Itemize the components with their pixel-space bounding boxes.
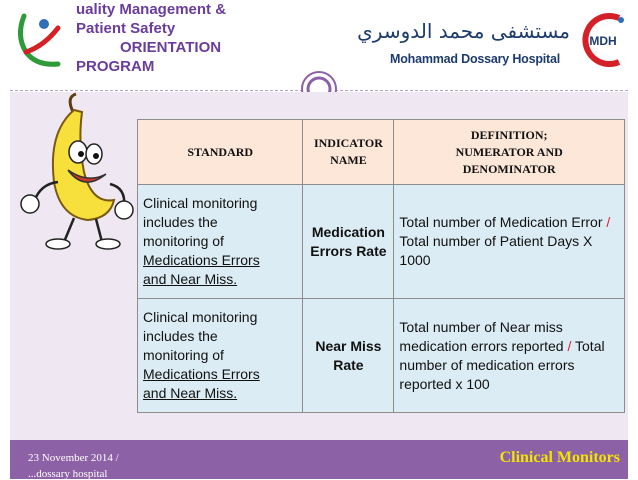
definition-slash: / xyxy=(567,337,572,354)
standard-underlined-line: Medications Errors xyxy=(143,366,260,382)
hospital-arabic-name: مستشفى محمد الدوسري xyxy=(357,19,570,43)
header-indicator-line: INDICATOR xyxy=(313,136,383,150)
indicator-table xyxy=(137,119,625,413)
definition-cell xyxy=(394,299,625,413)
header-indicator-name xyxy=(303,120,394,185)
indicator-line: Rate xyxy=(333,356,364,373)
indicator-cell xyxy=(303,299,394,413)
footer-section-label: Clinical Monitors xyxy=(499,449,620,466)
standard-cell xyxy=(138,185,303,299)
title-line-1: uality Management & xyxy=(76,1,227,18)
standard-line: monitoring of xyxy=(143,233,224,249)
definition-text: Total number of Patient Days X 1000 xyxy=(399,233,593,268)
definition-text: Total number of medication errors reported x 100 xyxy=(399,337,605,392)
table-header-row xyxy=(138,120,625,185)
table-row xyxy=(138,299,625,413)
slide-content xyxy=(10,92,628,440)
standard-underlined-line: and Near Miss. xyxy=(143,385,238,401)
hospital-logo xyxy=(357,12,630,74)
header-definition-line: NUMERATOR AND xyxy=(455,144,563,159)
header-indicator-line: NAME xyxy=(330,153,367,167)
definition-cell xyxy=(394,185,625,299)
hospital-arabic-logo xyxy=(357,14,572,44)
standard-line: includes the xyxy=(143,214,218,230)
header-standard: STANDARD xyxy=(138,120,303,185)
quality-logo-icon xyxy=(14,6,72,78)
title-line-4: PROGRAM xyxy=(76,58,155,75)
title-line-2: Patient Safety xyxy=(76,20,176,37)
standard-underlined-line: Medications Errors xyxy=(143,252,260,268)
program-title xyxy=(76,0,226,76)
standard-line: monitoring of xyxy=(143,347,224,363)
dancing-banana-icon xyxy=(18,92,133,252)
header-definition-line: DENOMINATOR xyxy=(462,161,556,176)
title-line-3: ORIENTATION xyxy=(120,39,222,56)
slide-footer xyxy=(10,440,628,479)
header-definition-line: DEFINITION; xyxy=(470,127,548,142)
footer-date-text: 23 November 2014 / xyxy=(28,452,119,464)
definition-text: Total number of Medication Error xyxy=(399,214,607,230)
footer-date-cut: ...dossary hospital xyxy=(28,468,108,480)
definition-slash: / xyxy=(606,214,611,230)
standard-line: Clinical monitoring xyxy=(143,309,258,325)
indicator-cell xyxy=(303,185,394,299)
standard-underlined-line: and Near Miss. xyxy=(143,271,238,287)
standard-cell xyxy=(138,299,303,413)
indicator-line: Near Miss xyxy=(315,337,382,354)
standard-line: Clinical monitoring xyxy=(143,195,258,211)
mdh-badge-icon xyxy=(575,12,631,68)
table-row xyxy=(138,185,625,299)
indicator-line: Medication xyxy=(311,223,385,240)
header-definition xyxy=(394,120,625,185)
footer-date xyxy=(28,452,119,480)
hospital-name: Mohammad Dossary Hospital xyxy=(390,52,561,66)
standard-line: includes the xyxy=(143,328,218,344)
indicator-line: Errors Rate xyxy=(310,242,387,259)
mdh-badge-text: MDH xyxy=(589,34,617,48)
definition-text: Total number of Near miss medication errors reported xyxy=(399,318,568,354)
